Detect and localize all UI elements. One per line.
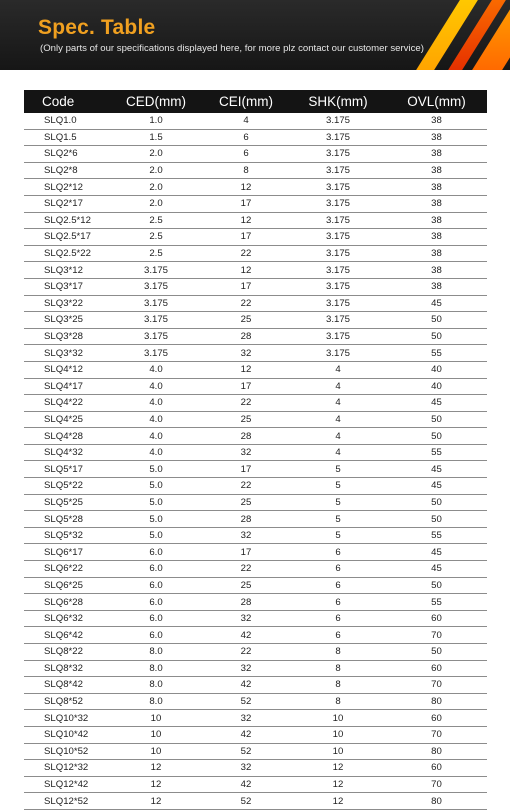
cell-cei: 32 (202, 610, 290, 627)
cell-cei: 12 (202, 212, 290, 229)
cell-cei: 22 (202, 561, 290, 578)
cell-ced: 5.0 (110, 527, 202, 544)
table-row (24, 693, 487, 710)
cell-code: SLQ6*22 (24, 561, 110, 578)
cell-ced: 12 (110, 760, 202, 777)
cell-ced: 2.5 (110, 245, 202, 262)
table-row (24, 295, 487, 312)
cell-ovl: 45 (386, 295, 487, 312)
cell-ced: 4.0 (110, 444, 202, 461)
cell-ced: 2.0 (110, 146, 202, 163)
cell-ovl: 50 (386, 411, 487, 428)
cell-code: SLQ4*22 (24, 395, 110, 412)
column-header-shk: SHK(mm) (290, 90, 386, 113)
cell-ced: 4.0 (110, 378, 202, 395)
table-row (24, 577, 487, 594)
column-header-cei: CEI(mm) (202, 90, 290, 113)
cell-shk: 3.175 (290, 179, 386, 196)
cell-shk: 3.175 (290, 212, 386, 229)
cell-ovl: 38 (386, 162, 487, 179)
cell-cei: 17 (202, 229, 290, 246)
cell-shk: 3.175 (290, 195, 386, 212)
cell-ced: 5.0 (110, 511, 202, 528)
cell-cei: 32 (202, 345, 290, 362)
cell-ovl: 38 (386, 146, 487, 163)
cell-ced: 10 (110, 710, 202, 727)
cell-cei: 25 (202, 411, 290, 428)
cell-shk: 4 (290, 411, 386, 428)
cell-shk: 5 (290, 527, 386, 544)
cell-ced: 6.0 (110, 610, 202, 627)
cell-cei: 12 (202, 361, 290, 378)
header-banner (0, 0, 510, 70)
cell-cei: 17 (202, 461, 290, 478)
cell-code: SLQ5*25 (24, 494, 110, 511)
cell-ced: 3.175 (110, 345, 202, 362)
cell-ced: 3.175 (110, 312, 202, 329)
cell-ovl: 70 (386, 776, 487, 793)
table-row (24, 345, 487, 362)
cell-code: SLQ4*17 (24, 378, 110, 395)
cell-ovl: 45 (386, 478, 487, 495)
cell-cei: 12 (202, 179, 290, 196)
cell-shk: 10 (290, 726, 386, 743)
cell-code: SLQ10*42 (24, 726, 110, 743)
cell-cei: 17 (202, 544, 290, 561)
cell-cei: 17 (202, 378, 290, 395)
table-row (24, 660, 487, 677)
table-row (24, 627, 487, 644)
cell-shk: 8 (290, 677, 386, 694)
cell-ovl: 55 (386, 594, 487, 611)
cell-shk: 4 (290, 361, 386, 378)
cell-ced: 6.0 (110, 561, 202, 578)
table-row (24, 229, 487, 246)
cell-ovl: 80 (386, 693, 487, 710)
cell-ovl: 38 (386, 179, 487, 196)
table-row (24, 195, 487, 212)
cell-cei: 25 (202, 312, 290, 329)
cell-shk: 8 (290, 644, 386, 661)
cell-cei: 17 (202, 195, 290, 212)
cell-ced: 6.0 (110, 544, 202, 561)
table-row (24, 278, 487, 295)
cell-ovl: 60 (386, 760, 487, 777)
column-header-ovl: OVL(mm) (386, 90, 487, 113)
cell-shk: 3.175 (290, 295, 386, 312)
cell-code: SLQ8*32 (24, 660, 110, 677)
cell-ced: 8.0 (110, 693, 202, 710)
cell-cei: 42 (202, 776, 290, 793)
cell-cei: 22 (202, 395, 290, 412)
table-row (24, 395, 487, 412)
cell-ced: 2.0 (110, 162, 202, 179)
cell-shk: 10 (290, 743, 386, 760)
table-row (24, 776, 487, 793)
cell-cei: 22 (202, 478, 290, 495)
cell-code: SLQ5*28 (24, 511, 110, 528)
cell-ovl: 50 (386, 428, 487, 445)
table-row (24, 245, 487, 262)
table-row (24, 793, 487, 810)
cell-shk: 6 (290, 577, 386, 594)
cell-ovl: 55 (386, 527, 487, 544)
cell-shk: 4 (290, 378, 386, 395)
cell-code: SLQ4*28 (24, 428, 110, 445)
cell-code: SLQ2.5*12 (24, 212, 110, 229)
cell-shk: 3.175 (290, 113, 386, 129)
cell-cei: 32 (202, 710, 290, 727)
table-row (24, 262, 487, 279)
cell-shk: 3.175 (290, 262, 386, 279)
cell-ced: 8.0 (110, 644, 202, 661)
cell-ced: 2.0 (110, 179, 202, 196)
table-row (24, 361, 487, 378)
cell-ovl: 60 (386, 610, 487, 627)
cell-code: SLQ2*17 (24, 195, 110, 212)
table-row (24, 644, 487, 661)
cell-ovl: 80 (386, 743, 487, 760)
cell-code: SLQ3*12 (24, 262, 110, 279)
cell-ced: 2.5 (110, 212, 202, 229)
cell-ced: 2.5 (110, 229, 202, 246)
cell-ovl: 80 (386, 793, 487, 810)
cell-shk: 6 (290, 544, 386, 561)
cell-cei: 17 (202, 278, 290, 295)
cell-cei: 28 (202, 328, 290, 345)
cell-ced: 8.0 (110, 660, 202, 677)
table-row (24, 461, 487, 478)
cell-ced: 6.0 (110, 594, 202, 611)
table-row (24, 677, 487, 694)
cell-cei: 12 (202, 262, 290, 279)
table-row (24, 760, 487, 777)
cell-ced: 4.0 (110, 361, 202, 378)
table-row (24, 544, 487, 561)
cell-ovl: 38 (386, 278, 487, 295)
cell-shk: 3.175 (290, 245, 386, 262)
cell-code: SLQ1.0 (24, 113, 110, 129)
cell-ced: 5.0 (110, 494, 202, 511)
cell-ovl: 70 (386, 627, 487, 644)
table-row (24, 328, 487, 345)
cell-shk: 3.175 (290, 229, 386, 246)
cell-ced: 12 (110, 776, 202, 793)
cell-ovl: 38 (386, 229, 487, 246)
cell-ced: 8.0 (110, 677, 202, 694)
table-body (24, 113, 487, 809)
cell-code: SLQ2*6 (24, 146, 110, 163)
cell-ovl: 50 (386, 511, 487, 528)
cell-ced: 4.0 (110, 395, 202, 412)
cell-shk: 5 (290, 478, 386, 495)
cell-ovl: 45 (386, 544, 487, 561)
cell-ced: 5.0 (110, 461, 202, 478)
cell-shk: 3.175 (290, 162, 386, 179)
table-row (24, 527, 487, 544)
column-header-ced: CED(mm) (110, 90, 202, 113)
cell-ovl: 50 (386, 494, 487, 511)
cell-cei: 32 (202, 760, 290, 777)
cell-cei: 32 (202, 527, 290, 544)
cell-shk: 6 (290, 627, 386, 644)
cell-cei: 22 (202, 295, 290, 312)
cell-code: SLQ5*32 (24, 527, 110, 544)
cell-ced: 3.175 (110, 295, 202, 312)
cell-ovl: 55 (386, 345, 487, 362)
cell-cei: 32 (202, 660, 290, 677)
cell-ced: 6.0 (110, 627, 202, 644)
page-subtitle: (Only parts of our specifications displayed here, for more plz contact our customer service) (40, 43, 424, 54)
table-row (24, 561, 487, 578)
table-row (24, 312, 487, 329)
page-title: Spec. Table (38, 16, 156, 39)
cell-ovl: 38 (386, 245, 487, 262)
cell-code: SLQ6*28 (24, 594, 110, 611)
cell-ced: 5.0 (110, 478, 202, 495)
cell-code: SLQ3*32 (24, 345, 110, 362)
cell-ovl: 60 (386, 660, 487, 677)
cell-ovl: 40 (386, 361, 487, 378)
cell-cei: 6 (202, 129, 290, 146)
cell-ovl: 45 (386, 395, 487, 412)
cell-ovl: 50 (386, 312, 487, 329)
cell-cei: 25 (202, 494, 290, 511)
cell-shk: 4 (290, 428, 386, 445)
cell-ovl: 38 (386, 195, 487, 212)
table-header-row (24, 90, 487, 113)
table-row (24, 428, 487, 445)
cell-cei: 22 (202, 644, 290, 661)
table-row (24, 212, 487, 229)
cell-code: SLQ12*32 (24, 760, 110, 777)
table-row (24, 478, 487, 495)
cell-ced: 3.175 (110, 278, 202, 295)
cell-shk: 3.175 (290, 328, 386, 345)
cell-cei: 8 (202, 162, 290, 179)
cell-cei: 42 (202, 677, 290, 694)
cell-ced: 10 (110, 726, 202, 743)
cell-shk: 8 (290, 660, 386, 677)
cell-cei: 28 (202, 428, 290, 445)
cell-cei: 52 (202, 693, 290, 710)
cell-cei: 25 (202, 577, 290, 594)
table-row (24, 610, 487, 627)
cell-ced: 12 (110, 793, 202, 810)
cell-code: SLQ3*25 (24, 312, 110, 329)
cell-cei: 52 (202, 743, 290, 760)
cell-code: SLQ8*22 (24, 644, 110, 661)
cell-code: SLQ2.5*17 (24, 229, 110, 246)
cell-ced: 6.0 (110, 577, 202, 594)
table-row (24, 179, 487, 196)
table-row (24, 411, 487, 428)
cell-shk: 4 (290, 395, 386, 412)
table-row (24, 726, 487, 743)
cell-shk: 3.175 (290, 278, 386, 295)
cell-shk: 12 (290, 793, 386, 810)
cell-shk: 12 (290, 776, 386, 793)
cell-ced: 1.5 (110, 129, 202, 146)
cell-ovl: 60 (386, 710, 487, 727)
cell-code: SLQ12*52 (24, 793, 110, 810)
cell-ovl: 70 (386, 677, 487, 694)
cell-shk: 12 (290, 760, 386, 777)
cell-code: SLQ1.5 (24, 129, 110, 146)
cell-shk: 5 (290, 494, 386, 511)
cell-ovl: 38 (386, 212, 487, 229)
table-row (24, 594, 487, 611)
cell-cei: 22 (202, 245, 290, 262)
cell-code: SLQ2*12 (24, 179, 110, 196)
cell-shk: 5 (290, 511, 386, 528)
cell-shk: 6 (290, 561, 386, 578)
cell-ced: 4.0 (110, 411, 202, 428)
table-row (24, 146, 487, 163)
table-row (24, 494, 487, 511)
cell-code: SLQ3*28 (24, 328, 110, 345)
table-row (24, 710, 487, 727)
cell-code: SLQ6*32 (24, 610, 110, 627)
cell-shk: 8 (290, 693, 386, 710)
cell-ovl: 70 (386, 726, 487, 743)
cell-shk: 3.175 (290, 129, 386, 146)
cell-cei: 28 (202, 511, 290, 528)
cell-cei: 6 (202, 146, 290, 163)
cell-code: SLQ8*52 (24, 693, 110, 710)
cell-ovl: 55 (386, 444, 487, 461)
cell-shk: 3.175 (290, 312, 386, 329)
cell-ovl: 45 (386, 461, 487, 478)
cell-cei: 42 (202, 627, 290, 644)
cell-ovl: 38 (386, 129, 487, 146)
cell-cei: 28 (202, 594, 290, 611)
cell-ced: 4.0 (110, 428, 202, 445)
cell-code: SLQ2.5*22 (24, 245, 110, 262)
cell-ovl: 45 (386, 561, 487, 578)
cell-ovl: 50 (386, 328, 487, 345)
table-row (24, 162, 487, 179)
cell-code: SLQ3*17 (24, 278, 110, 295)
cell-cei: 52 (202, 793, 290, 810)
cell-ovl: 50 (386, 644, 487, 661)
cell-code: SLQ3*22 (24, 295, 110, 312)
cell-shk: 6 (290, 610, 386, 627)
cell-code: SLQ6*25 (24, 577, 110, 594)
table-row (24, 743, 487, 760)
cell-ovl: 50 (386, 577, 487, 594)
cell-code: SLQ10*52 (24, 743, 110, 760)
table-row (24, 511, 487, 528)
table-row (24, 378, 487, 395)
table-row (24, 113, 487, 129)
cell-code: SLQ4*25 (24, 411, 110, 428)
cell-code: SLQ2*8 (24, 162, 110, 179)
cell-ovl: 38 (386, 262, 487, 279)
cell-ced: 10 (110, 743, 202, 760)
spec-table (24, 90, 487, 810)
cell-shk: 10 (290, 710, 386, 727)
cell-code: SLQ5*22 (24, 478, 110, 495)
cell-code: SLQ8*42 (24, 677, 110, 694)
cell-shk: 5 (290, 461, 386, 478)
cell-shk: 3.175 (290, 345, 386, 362)
cell-shk: 4 (290, 444, 386, 461)
cell-code: SLQ4*12 (24, 361, 110, 378)
cell-ced: 2.0 (110, 195, 202, 212)
cell-code: SLQ6*42 (24, 627, 110, 644)
cell-cei: 4 (202, 113, 290, 129)
cell-cei: 32 (202, 444, 290, 461)
cell-ced: 3.175 (110, 328, 202, 345)
cell-shk: 3.175 (290, 146, 386, 163)
table-row (24, 444, 487, 461)
table-row (24, 129, 487, 146)
cell-code: SLQ10*32 (24, 710, 110, 727)
cell-ced: 3.175 (110, 262, 202, 279)
cell-ovl: 40 (386, 378, 487, 395)
column-header-code: Code (24, 90, 110, 113)
cell-ovl: 38 (386, 113, 487, 129)
cell-code: SLQ5*17 (24, 461, 110, 478)
cell-shk: 6 (290, 594, 386, 611)
cell-ced: 1.0 (110, 113, 202, 129)
cell-cei: 42 (202, 726, 290, 743)
cell-code: SLQ4*32 (24, 444, 110, 461)
cell-code: SLQ12*42 (24, 776, 110, 793)
cell-code: SLQ6*17 (24, 544, 110, 561)
